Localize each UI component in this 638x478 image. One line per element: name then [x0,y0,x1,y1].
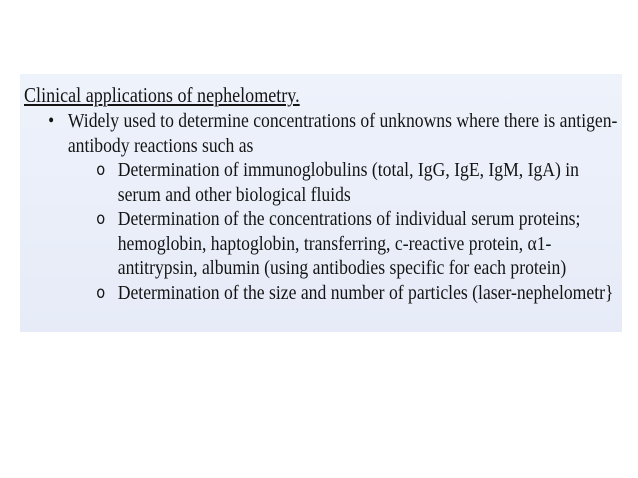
circle-bullet-icon: o [96,282,106,303]
sub-bullet-item [24,281,618,306]
bullet-item [24,109,618,158]
bullet-text: Widely used to determine concentrations of unknowns where there is antigen-antibody reactions such as [67,110,618,157]
bullet-dot-icon: • [48,110,55,132]
sub-bullet-item [24,207,618,281]
slide-heading: Clinical applications of nephelometry. [24,83,300,107]
sub-bullet-text: Determination of the size and number of particles (laser-nephelometr} [117,281,614,304]
sub-bullet-text: Determination of immunoglobulins (total, IgG, IgE, IgM, IgA) in serum and other biological fluids [117,159,579,206]
slide-content [24,82,618,305]
sub-bullet-item [24,158,618,207]
sub-bullet-text: Determination of the concentrations of individual serum proteins; hemoglobin, haptoglobin, transferring, c-reactive protein, α1-antitrypsin, albumin (using antibodies specific for each protein) [117,208,581,279]
circle-bullet-icon: o [96,160,106,180]
circle-bullet-icon: o [96,209,106,229]
